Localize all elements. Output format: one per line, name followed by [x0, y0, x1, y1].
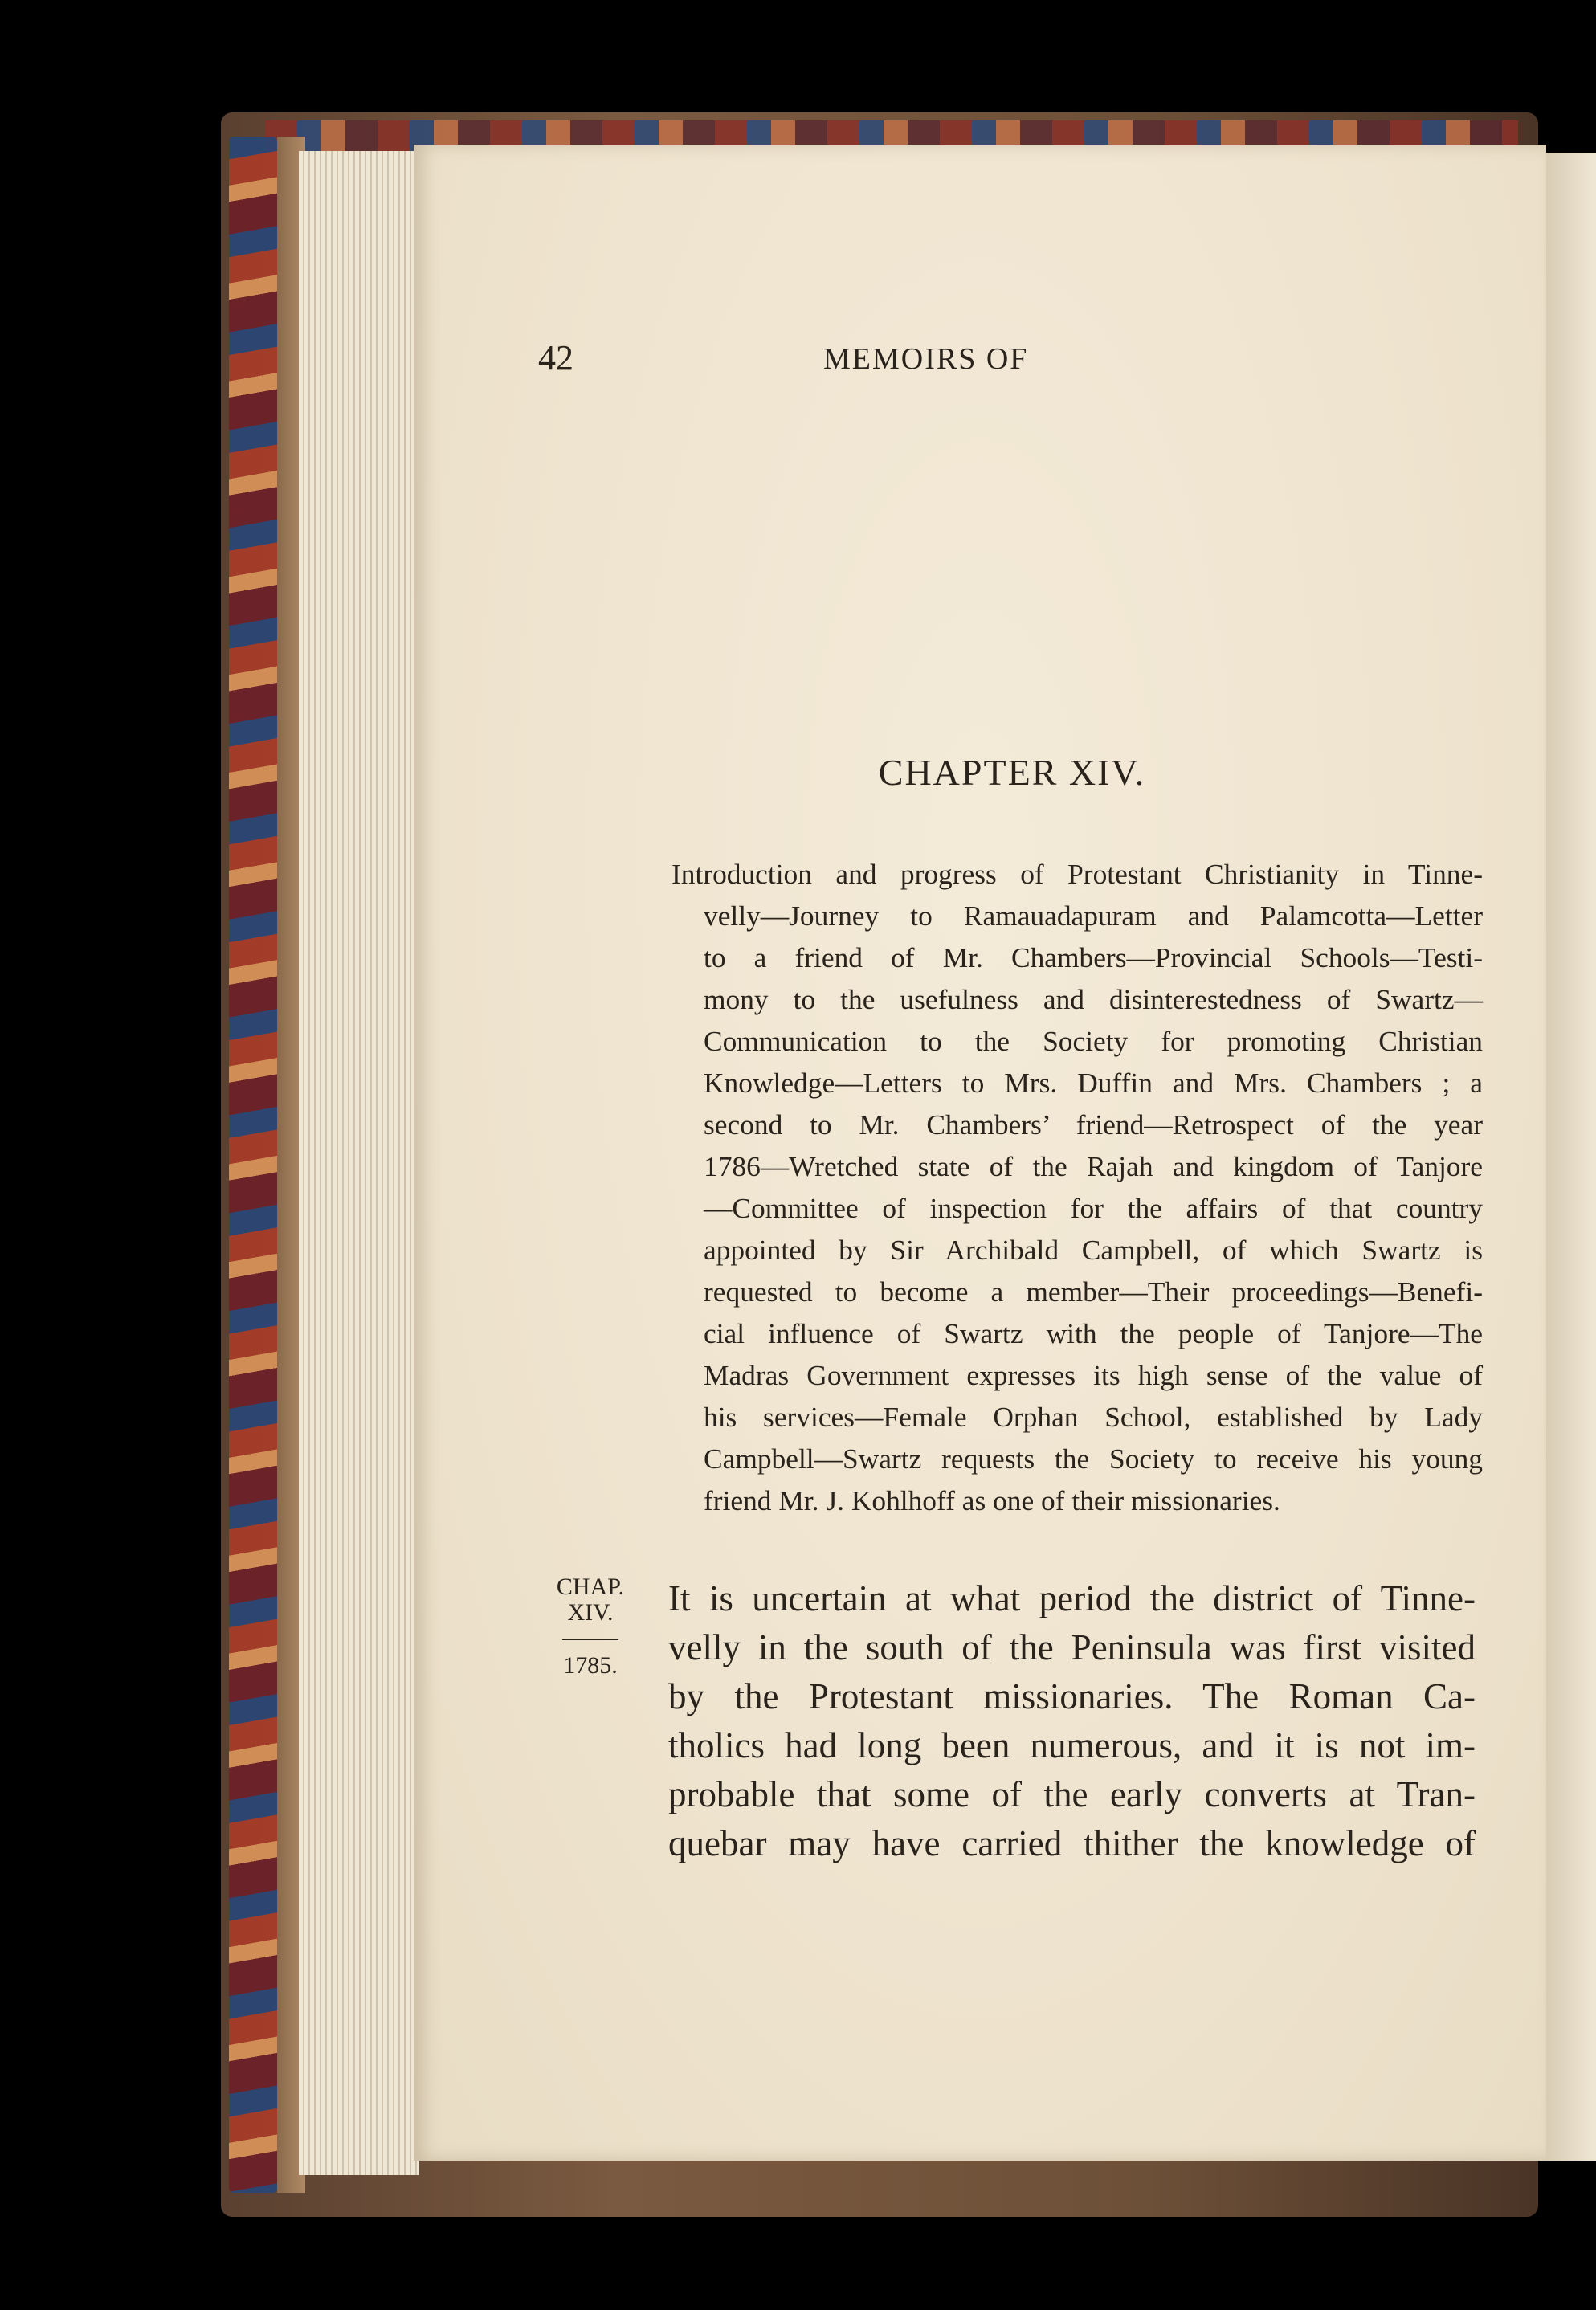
synopsis-line: —Committee of inspection for the affairs of that country	[704, 1192, 1483, 1224]
synopsis-line: Campbell—Swartz requests the Society to receive his young	[704, 1443, 1483, 1475]
synopsis-line: cial influence of Swartz with the people of Tanjore—The	[704, 1317, 1483, 1349]
body-line: It is uncertain at what period the district of Tinne-	[668, 1578, 1476, 1618]
page-edges	[299, 151, 419, 2175]
margin-rule	[562, 1639, 618, 1640]
synopsis-line: appointed by Sir Archibald Campbell, of which Swartz is	[704, 1234, 1483, 1266]
synopsis-line: friend Mr. J. Kohlhoff as one of their missionaries.	[704, 1484, 1280, 1516]
body-line: velly in the south of the Peninsula was first visited	[668, 1627, 1476, 1667]
synopsis-line: Madras Government expresses its high sense of the value of	[704, 1359, 1483, 1391]
chapter-synopsis	[671, 853, 1483, 1521]
margin-year: 1785.	[563, 1652, 618, 1679]
margin-chap: CHAP.	[556, 1573, 625, 1600]
synopsis-line: his services—Female Orphan School, established by Lady	[704, 1401, 1483, 1433]
body-paragraph	[668, 1574, 1476, 1868]
synopsis-line: Communication to the Society for promoting Christian	[704, 1025, 1483, 1057]
body-line: probable that some of the early converts at Tran-	[668, 1774, 1476, 1814]
synopsis-line: mony to the usefulness and disinterestedness of Swartz—	[704, 983, 1483, 1015]
facing-page-edge	[1546, 153, 1596, 2161]
synopsis-line: 1786—Wretched state of the Rajah and kingdom of Tanjore	[704, 1150, 1483, 1182]
body-line: by the Protestant missionaries. The Roman Ca-	[668, 1676, 1476, 1716]
chapter-title: CHAPTER XIV.	[878, 752, 1146, 793]
synopsis-line: to a friend of Mr. Chambers—Provincial Schools—Testi-	[704, 941, 1483, 973]
synopsis-line: Knowledge—Letters to Mrs. Duffin and Mrs. Chambers ; a	[704, 1067, 1483, 1099]
margin-chap-number: XIV.	[567, 1599, 614, 1626]
marbled-endpaper	[229, 137, 277, 2193]
synopsis-line: velly—Journey to Ramauadapuram and Palamcotta—Letter	[704, 900, 1483, 932]
synopsis-line: Introduction and progress of Protestant Christianity in Tinne-	[671, 858, 1483, 890]
running-head: MEMOIRS OF	[823, 342, 1029, 376]
body-line: tholics had long been numerous, and it is not im-	[668, 1725, 1476, 1765]
synopsis-line: second to Mr. Chambers’ friend—Retrospect of the year	[704, 1108, 1483, 1141]
margin-note	[530, 1574, 651, 1679]
synopsis-line: requested to become a member—Their proceedings—Benefi-	[704, 1275, 1483, 1308]
body-line: quebar may have carried thither the knowledge of	[668, 1823, 1476, 1863]
page-number: 42	[538, 338, 573, 378]
